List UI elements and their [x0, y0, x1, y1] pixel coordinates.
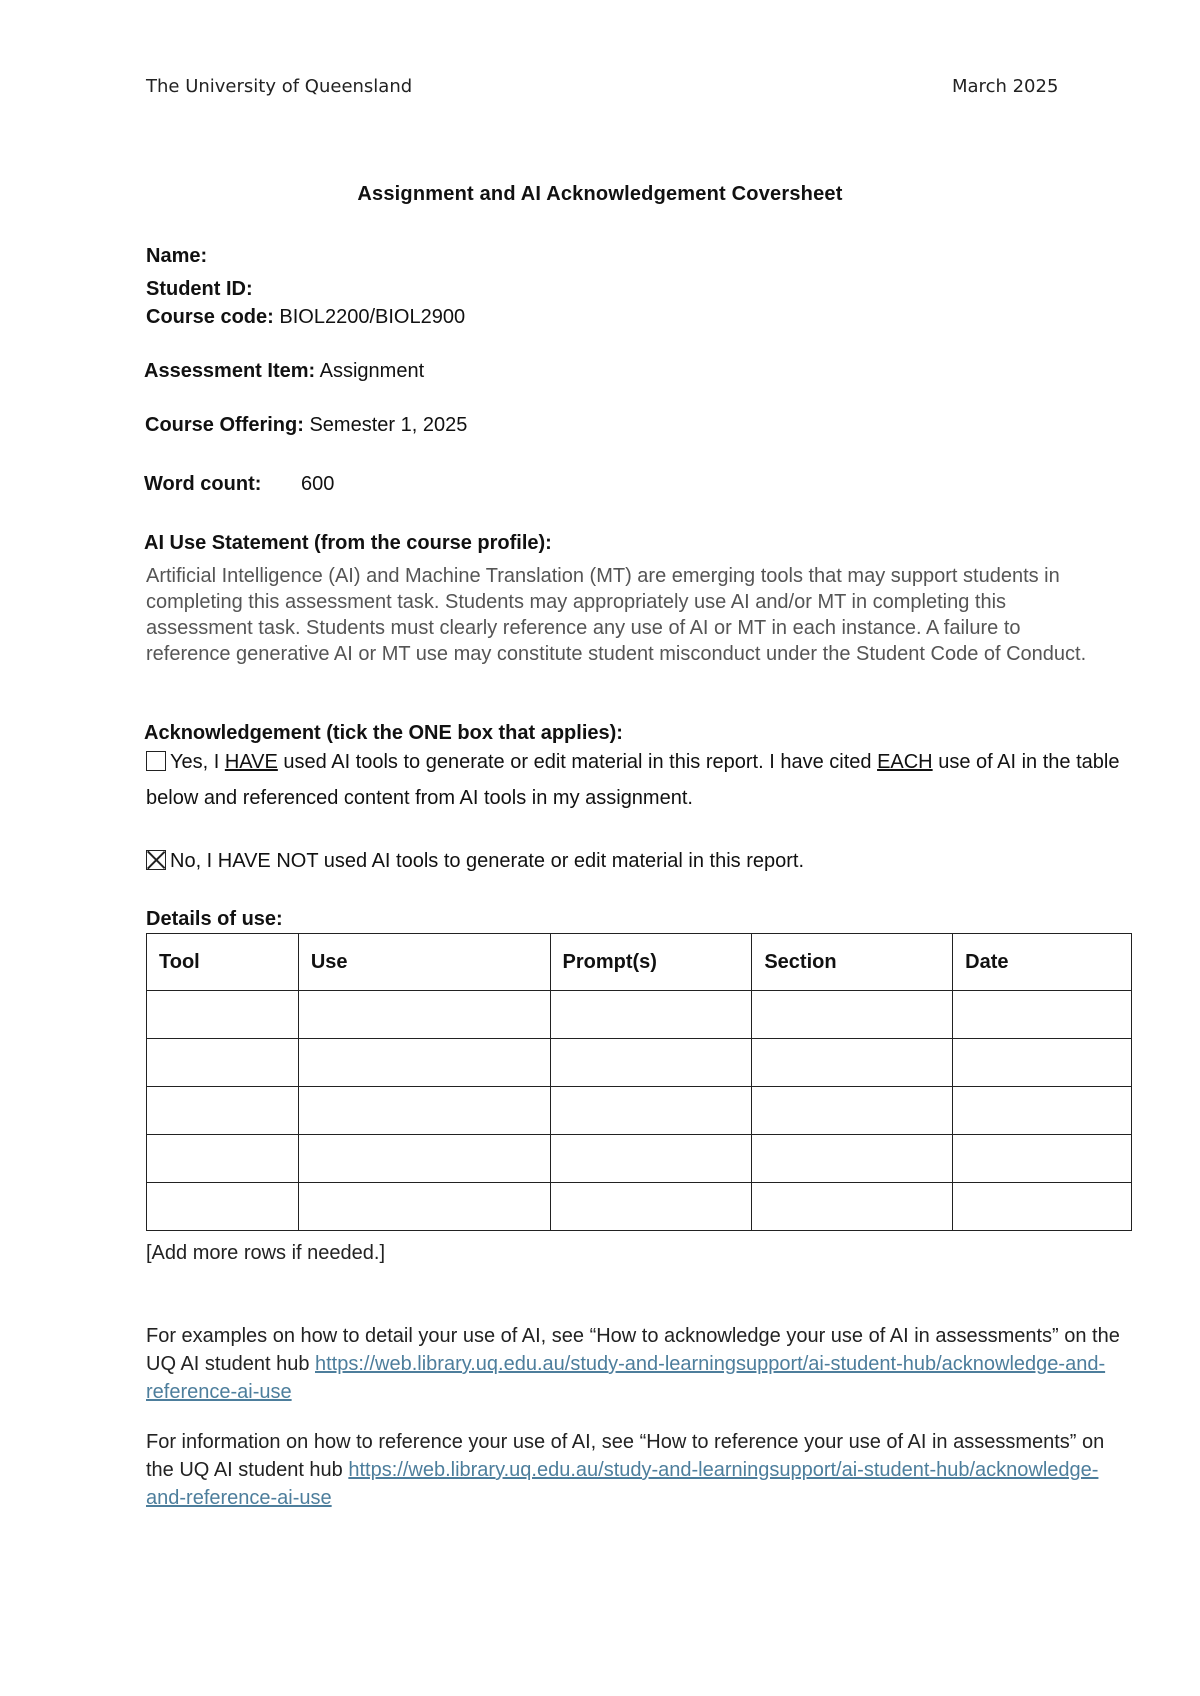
no-checkbox[interactable]	[146, 850, 166, 870]
table-cell[interactable]	[752, 1039, 953, 1087]
table-cell[interactable]	[550, 1183, 752, 1231]
table-cell[interactable]	[298, 1183, 550, 1231]
word-count-field	[144, 473, 334, 496]
add-rows-note: [Add more rows if needed.]	[146, 1242, 386, 1264]
course-offering-value: Semester 1, 2025	[309, 414, 468, 436]
table-cell[interactable]	[550, 1087, 752, 1135]
table-cell[interactable]	[953, 991, 1132, 1039]
option-yes-emph-have: HAVE	[224, 751, 278, 773]
ai-statement-heading: AI Use Statement (from the course profile):	[144, 532, 552, 554]
course-code-value: BIOL2200/BIOL2900	[279, 306, 466, 328]
table-cell[interactable]	[953, 1135, 1132, 1183]
student-id-label: Student ID:	[146, 278, 253, 300]
option-yes[interactable]	[146, 744, 1136, 816]
column-header-prompts: Prompt(s)	[550, 934, 752, 991]
course-code-label: Course code:	[146, 306, 274, 328]
table-row	[147, 1135, 1132, 1183]
assessment-item-label: Assessment Item:	[144, 360, 316, 382]
table-row	[147, 991, 1132, 1039]
table-row	[147, 1087, 1132, 1135]
word-count-label: Word count:	[144, 473, 262, 495]
table-cell[interactable]	[298, 1135, 550, 1183]
assessment-item-value: Assignment	[319, 360, 425, 382]
reference-link[interactable]: https://web.library.uq.edu.au/study-and-learningsupport/ai-student-hub/acknowledge-and-reference-ai-use	[146, 1459, 1099, 1509]
table-cell[interactable]	[752, 1087, 953, 1135]
student-id-field[interactable]	[146, 278, 253, 301]
table-cell[interactable]	[147, 1135, 299, 1183]
details-heading: Details of use:	[146, 908, 283, 930]
column-header-date: Date	[953, 934, 1132, 991]
table-cell[interactable]	[298, 1087, 550, 1135]
reference-paragraph	[146, 1428, 1136, 1512]
course-code-field	[146, 306, 465, 329]
column-header-section: Section	[752, 934, 953, 991]
table-cell[interactable]	[147, 1039, 299, 1087]
table-row	[147, 1183, 1132, 1231]
assessment-item-field	[144, 360, 424, 383]
table-cell[interactable]	[752, 991, 953, 1039]
institution-name: The University of Queensland	[146, 76, 413, 97]
table-cell[interactable]	[953, 1183, 1132, 1231]
examples-text: For examples on how to detail your use of AI, see “How to acknowledge your use of AI in assessments” on the UQ AI student hub	[146, 1325, 1120, 1375]
course-offering-field	[145, 414, 467, 437]
table-cell[interactable]	[147, 1087, 299, 1135]
document-title: Assignment and AI Acknowledgement Coversheet	[357, 183, 843, 205]
column-header-use: Use	[298, 934, 550, 991]
column-header-tool: Tool	[147, 934, 299, 991]
header-date: March 2025	[952, 76, 1059, 97]
table-cell[interactable]	[550, 991, 752, 1039]
yes-checkbox[interactable]	[146, 751, 166, 771]
table-cell[interactable]	[147, 1183, 299, 1231]
table-cell[interactable]	[953, 1039, 1132, 1087]
table-cell[interactable]	[752, 1183, 953, 1231]
course-offering-label: Course Offering:	[145, 414, 304, 436]
table-cell[interactable]	[550, 1039, 752, 1087]
table-cell[interactable]	[953, 1087, 1132, 1135]
ai-statement-text: Artificial Intelligence (AI) and Machine Translation (MT) are emerging tools that may support students in completing this assessment task. Students may appropriately use AI and/or MT in completing this assessment task. Students must clearly reference any use of AI or MT in each instance. A failure to reference generative AI or MT use may constitute student misconduct under the Student Code of Conduct.	[146, 565, 1087, 665]
word-count-value: 600	[300, 473, 335, 495]
table-cell[interactable]	[298, 991, 550, 1039]
option-yes-text-1: Yes, I	[170, 751, 225, 773]
details-table	[146, 933, 1132, 1231]
name-field[interactable]	[146, 245, 207, 268]
name-label: Name:	[146, 245, 208, 267]
table-cell[interactable]	[752, 1135, 953, 1183]
examples-link[interactable]: https://web.library.uq.edu.au/study-and-learningsupport/ai-student-hub/acknowledge-and-reference-ai-use	[146, 1353, 1106, 1403]
examples-paragraph	[146, 1322, 1136, 1406]
option-no[interactable]	[146, 843, 1136, 879]
table-cell[interactable]	[550, 1135, 752, 1183]
table-cell[interactable]	[147, 991, 299, 1039]
option-no-text: No, I HAVE NOT used AI tools to generate or edit material in this report.	[170, 850, 805, 872]
option-yes-text-3: use of AI in the table below and referenced content from AI tools in my assignment.	[146, 751, 1120, 809]
table-cell[interactable]	[298, 1039, 550, 1087]
option-yes-emph-each: EACH	[877, 751, 933, 773]
reference-text: For information on how to reference your use of AI, see “How to reference your use of AI in assessments” on the UQ AI student hub	[146, 1431, 1105, 1481]
acknowledgement-heading: Acknowledgement (tick the ONE box that applies):	[144, 722, 623, 744]
option-yes-text-2: used AI tools to generate or edit material in this report. I have cited	[277, 751, 878, 773]
table-row	[147, 1039, 1132, 1087]
table-header-row	[147, 934, 1132, 991]
